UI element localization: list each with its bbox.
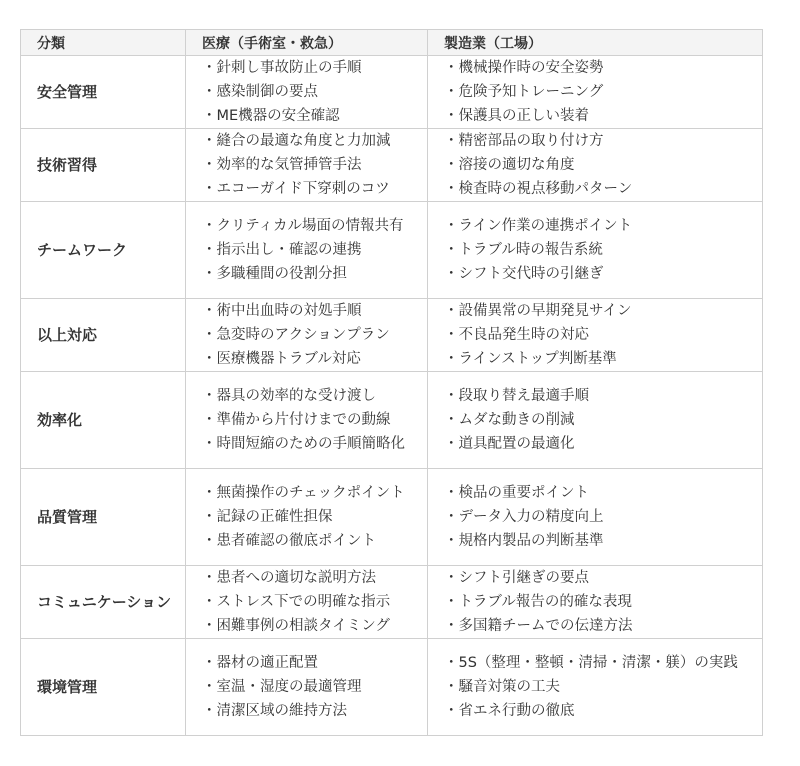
category-cell: 以上対応 [21,299,186,372]
medical-list [202,214,427,286]
category-cell: 安全管理 [21,56,186,129]
medical-list [202,56,427,128]
manufacturing-list [444,566,762,638]
table-body [21,56,763,736]
list-item: ・クリティカル場面の情報共有 [202,218,404,234]
list-item: ・道具配置の最適化 [444,436,575,452]
medical-cell [186,202,428,299]
table-row [21,202,763,299]
medical-cell [186,299,428,372]
manufacturing-cell [428,56,763,129]
list-item: ・無菌操作のチェックポイント [202,485,405,501]
list-item: ・設備異常の早期発見サイン [444,303,632,319]
manufacturing-list [444,651,762,723]
manufacturing-list [444,214,762,286]
list-item: ・精密部品の取り付け方 [444,133,604,149]
manufacturing-list [444,481,762,553]
manufacturing-list [444,299,762,371]
list-item: ・騒音対策の工夫 [444,679,560,695]
manufacturing-cell [428,129,763,202]
manufacturing-list [444,129,762,201]
list-item: ・5S（整理・整頓・清掃・清潔・躾）の実践 [444,655,738,671]
table-row [21,56,763,129]
list-item: ・ストレス下での明確な指示 [202,594,391,610]
category-cell: 環境管理 [21,639,186,736]
list-item: ・困難事例の相談タイミング [202,618,390,634]
list-item: ・省エネ行動の徹底 [444,703,575,719]
medical-list [202,384,427,456]
table-row [21,566,763,639]
list-item: ・データ入力の精度向上 [444,509,604,525]
list-item: ・危険予知トレーニング [444,84,604,100]
list-item: ・検品の重要ポイント [444,485,589,501]
list-item: ・患者確認の徹底ポイント [202,533,376,549]
list-item: ・医療機器トラブル対応 [202,351,361,367]
manufacturing-cell [428,639,763,736]
medical-cell [186,469,428,566]
list-item: ・準備から片付けまでの動線 [202,412,391,428]
list-item: ・急変時のアクションプラン [202,327,390,343]
list-item: ・多職種間の役割分担 [202,266,347,282]
manufacturing-cell [428,566,763,639]
manufacturing-list [444,384,762,456]
list-item: ・感染制御の要点 [202,84,318,100]
list-item: ・規格内製品の判断基準 [444,533,604,549]
manufacturing-list [444,56,762,128]
list-item: ・器材の適正配置 [202,655,318,671]
list-item: ・ラインストップ判断基準 [444,351,617,367]
manufacturing-cell [428,299,763,372]
medical-cell [186,566,428,639]
list-item: ・不良品発生時の対応 [444,327,589,343]
list-item: ・トラブル時の報告系統 [444,242,603,258]
list-item: ・多国籍チームでの伝達方法 [444,618,633,634]
list-item: ・シフト交代時の引継ぎ [444,266,604,282]
list-item: ・溶接の適切な角度 [444,157,575,173]
medical-list [202,651,427,723]
category-cell: 効率化 [21,372,186,469]
table-row [21,639,763,736]
list-item: ・段取り替え最適手順 [444,388,589,404]
list-item: ・室温・湿度の最適管理 [202,679,362,695]
list-item: ・ライン作業の連携ポイント [444,218,633,234]
list-item: ・ME機器の安全確認 [202,108,340,124]
table-row [21,372,763,469]
table-row [21,469,763,566]
header-medical: 医療（手術室・救急） [186,30,428,56]
medical-cell [186,56,428,129]
list-item: ・時間短縮のための手順簡略化 [202,436,405,452]
list-item: ・記録の正確性担保 [202,509,333,525]
list-item: ・検査時の視点移動パターン [444,181,633,197]
list-item: ・患者への適切な説明方法 [202,570,376,586]
list-item: ・機械操作時の安全姿勢 [444,60,604,76]
medical-list [202,481,427,553]
table-header [21,30,763,56]
list-item: ・効率的な気管挿管手法 [202,157,362,173]
manufacturing-cell [428,202,763,299]
list-item: ・保護具の正しい装着 [444,108,589,124]
medical-cell [186,129,428,202]
category-cell: 技術習得 [21,129,186,202]
category-cell: コミュニケーション [21,566,186,639]
comparison-table [20,29,763,736]
comparison-table-container [20,29,762,736]
header-row [21,30,763,56]
manufacturing-cell [428,469,763,566]
medical-cell [186,639,428,736]
list-item: ・術中出血時の対処手順 [202,303,362,319]
list-item: ・指示出し・確認の連携 [202,242,362,258]
list-item: ・エコーガイド下穿刺のコツ [202,181,390,197]
header-category: 分類 [21,30,186,56]
medical-list [202,129,427,201]
category-cell: チームワーク [21,202,186,299]
manufacturing-cell [428,372,763,469]
medical-list [202,299,427,371]
medical-cell [186,372,428,469]
list-item: ・清潔区域の維持方法 [202,703,347,719]
medical-list [202,566,427,638]
table-row [21,129,763,202]
list-item: ・ムダな動きの削減 [444,412,575,428]
list-item: ・トラブル報告の的確な表現 [444,594,632,610]
list-item: ・針刺し事故防止の手順 [202,60,362,76]
header-manufacturing: 製造業（工場） [428,30,763,56]
table-row [21,299,763,372]
list-item: ・シフト引継ぎの要点 [444,570,589,586]
list-item: ・器具の効率的な受け渡し [202,388,376,404]
list-item: ・縫合の最適な角度と力加減 [202,133,391,149]
category-cell: 品質管理 [21,469,186,566]
